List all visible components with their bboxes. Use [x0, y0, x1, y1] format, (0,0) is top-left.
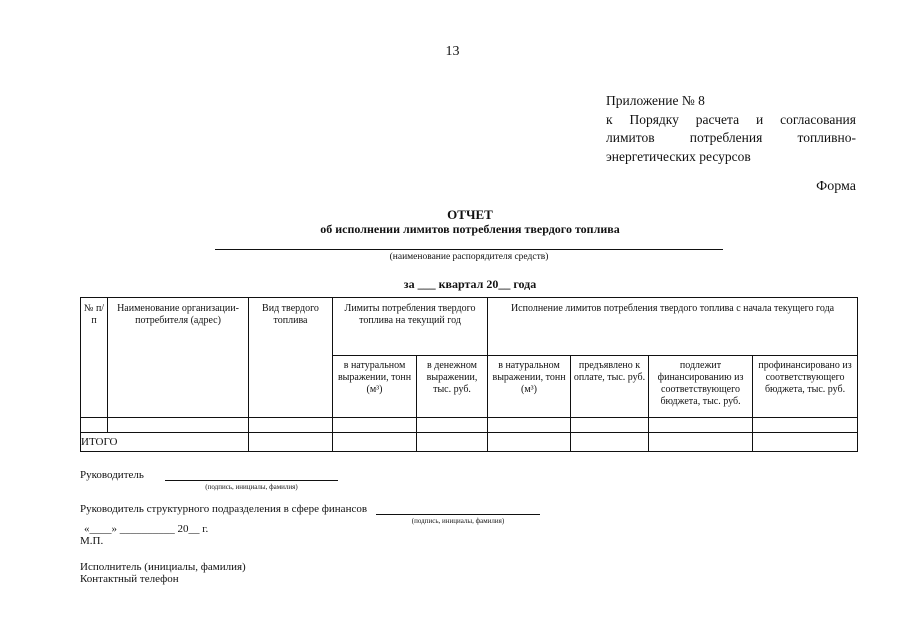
- table-row: [81, 418, 858, 433]
- phone-label: Контактный телефон: [80, 573, 179, 585]
- finance-signature-line: [376, 514, 540, 515]
- header-fuel-type: Вид твердого топлива: [249, 298, 333, 418]
- finance-caption: (подпись, инициалы, фамилия): [411, 517, 505, 525]
- distributor-line: [215, 249, 723, 250]
- table-cell: [649, 418, 753, 433]
- header-exec-natural: в натуральном выражении, тонн (м³): [488, 356, 571, 418]
- table-cell: [649, 433, 753, 452]
- header-limits: Лимиты потребления твердого топлива на текущий год: [333, 298, 488, 356]
- table-cell: [81, 418, 108, 433]
- finance-head-label: Руководитель структурного подразделения в сфере финансов: [80, 503, 368, 515]
- header-to-finance: подлежит финансированию из соответствующего бюджета, тыс. руб.: [649, 356, 753, 418]
- head-label: Руководитель: [80, 469, 144, 481]
- appendix-line-2: к Порядку расчета и согласования: [606, 111, 856, 127]
- table-cell: [249, 433, 333, 452]
- table-cell: [417, 418, 488, 433]
- table-cell: [488, 433, 571, 452]
- report-subtitle: об исполнении лимитов потребления твердого топлива: [320, 222, 620, 236]
- executor-label: Исполнитель (инициалы, фамилия): [80, 561, 246, 573]
- date-line: «____» __________ 20__ г.: [84, 523, 209, 535]
- distributor-caption: (наименование распорядителя средств): [389, 252, 549, 262]
- table-cell: [488, 418, 571, 433]
- table-cell: [571, 433, 649, 452]
- total-row: [81, 433, 858, 452]
- table-cell: [753, 418, 858, 433]
- header-limits-money: в денежном выражении, тыс. руб.: [417, 356, 488, 418]
- period-line: за ___ квартал 20__ года: [403, 277, 537, 291]
- head-signature-line: [165, 480, 338, 481]
- table-cell: [753, 433, 858, 452]
- header-organization: Наименование организации-потребителя (адрес): [108, 298, 249, 418]
- table-cell: [333, 433, 417, 452]
- report-table: [80, 297, 858, 452]
- table-cell: [417, 433, 488, 452]
- page-number: 13: [445, 44, 460, 59]
- table-cell: [571, 418, 649, 433]
- appendix-header: [606, 92, 856, 166]
- appendix-line-3: лимитов потребления топливно-: [606, 130, 856, 145]
- appendix-line-4: энергетических ресурсов: [606, 148, 751, 164]
- header-financed: профинансировано из соответствующего бюджета, тыс. руб.: [753, 356, 858, 418]
- stamp-label: М.П.: [80, 535, 104, 547]
- total-label: ИТОГО: [81, 433, 249, 452]
- header-execution: Исполнение лимитов потребления твердого топлива с начала текущего года: [488, 298, 858, 356]
- appendix-line-1: Приложение № 8: [606, 93, 705, 108]
- header-num: № п/п: [81, 298, 108, 418]
- form-label: Форма: [816, 179, 856, 194]
- header-presented: предъявлено к оплате, тыс. руб.: [571, 356, 649, 418]
- report-title: ОТЧЕТ: [447, 207, 493, 222]
- table-cell: [249, 418, 333, 433]
- table-cell: [333, 418, 417, 433]
- table-cell: [108, 418, 249, 433]
- head-caption: (подпись, инициалы, фамилия): [205, 483, 298, 491]
- header-limits-natural: в натуральном выражении, тонн (м³): [333, 356, 417, 418]
